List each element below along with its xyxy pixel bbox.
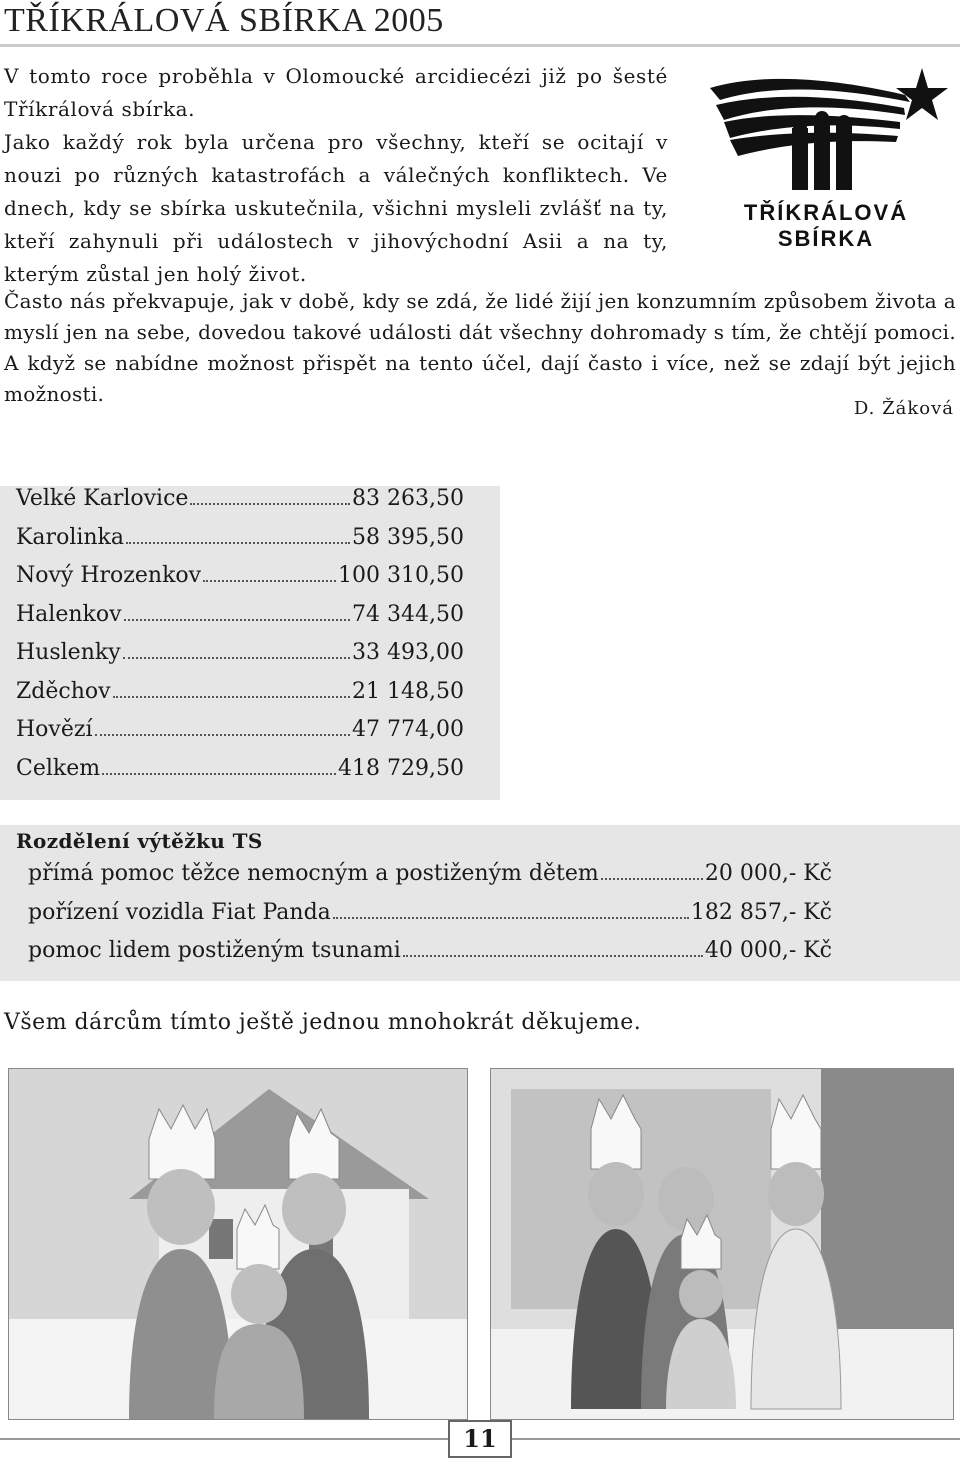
- amount: 47 774,00: [352, 717, 464, 742]
- results-row: [0, 679, 500, 718]
- results-row: [0, 563, 500, 602]
- page-title: TŘÍKRÁLOVÁ SBÍRKA 2005: [4, 2, 444, 39]
- dot-leader: [601, 878, 703, 880]
- dot-leader: [403, 955, 703, 957]
- location-name: Nový Hrozenkov: [16, 563, 202, 588]
- distribution-item: přímá pomoc těžce nemocným a postiženým dětem: [28, 861, 599, 886]
- distribution-item: pořízení vozidla Fiat Panda: [28, 899, 331, 925]
- total-amount: 418 729,50: [338, 755, 464, 781]
- thanks-text: Všem dárcům tímto ještě jednou mnohokrát děkujeme.: [4, 1010, 642, 1035]
- dot-leader: [124, 619, 351, 621]
- results-table: [0, 486, 500, 800]
- distribution-row: [0, 900, 960, 939]
- dot-leader: [333, 917, 689, 919]
- distribution-amount: 40 000,- Kč: [704, 938, 832, 963]
- distribution-item: pomoc lidem postiženým tsunami: [28, 938, 401, 963]
- title-rule: [0, 44, 960, 47]
- amount: 58 395,50: [352, 524, 464, 550]
- amount: 74 344,50: [352, 601, 464, 627]
- distribution-row: [0, 861, 960, 900]
- intro-paragraph-2: Jako každý rok byla určena pro všechny, kteří se ocitají v nouzi po různých katastrofách a válečných konfliktech. Ve dnech, kdy se sbírka uskutečnila, všichni mysleli zvlášť na ty, kteří zahynuli při událostech v jihovýchodní Asii a na ty, kterým zůstal jen holý život.: [4, 130, 668, 286]
- collection-logo: [700, 60, 952, 260]
- location-name: Karolinka: [16, 524, 125, 550]
- results-row: [0, 640, 500, 679]
- results-row: [0, 717, 500, 756]
- location-name: Huslenky: [16, 640, 121, 665]
- comet-star-three-kings-icon: [710, 68, 948, 190]
- author: D. Žáková: [853, 398, 954, 419]
- intro-paragraph-1: V tomto roce proběhla v Olomoucké arcidiecézi již po šesté Tříkrálová sbírka.: [4, 64, 668, 121]
- results-row: [0, 486, 500, 525]
- results-row: [0, 525, 500, 564]
- carolers-photo-right: [490, 1068, 954, 1420]
- location-name: Velké Karlovice: [16, 486, 189, 511]
- dot-leader: [126, 542, 350, 544]
- page-number: 11: [448, 1420, 512, 1458]
- distribution-heading: Rozdělení výtěžku TS: [16, 829, 263, 853]
- location-name: Zděchov: [16, 678, 111, 704]
- amount: 21 148,50: [352, 678, 464, 704]
- location-name: Hovězí: [16, 717, 93, 742]
- dot-leader: [113, 696, 350, 698]
- location-name: Halenkov: [16, 601, 122, 627]
- dot-leader: [123, 657, 350, 659]
- amount: 100 310,50: [338, 563, 464, 588]
- logo-line-1: TŘÍKRÁLOVÁ: [743, 200, 909, 225]
- dot-leader: [203, 580, 336, 582]
- dot-leader: [95, 734, 351, 736]
- results-row: [0, 602, 500, 641]
- dot-leader: [190, 503, 350, 505]
- results-total-row: [0, 756, 500, 795]
- amount: 83 263,50: [352, 486, 464, 511]
- distribution-box: [0, 825, 960, 981]
- distribution-amount: 182 857,- Kč: [690, 899, 832, 925]
- total-label: Celkem: [16, 755, 101, 781]
- distribution-amount: 20 000,- Kč: [704, 861, 832, 886]
- amount: 33 493,00: [352, 640, 464, 665]
- body-paragraph: Často nás překvapuje, jak v době, kdy se zdá, že lidé žijí jen konzumním způsobem života a myslí jen na sebe, dovedou takové události dát všechny dohromady s tím, že chtějí pomoci. A když se nabídne možnost přispět na tento účel, dají často i více, než se zdají být jejich možnosti.: [4, 289, 956, 406]
- intro-text: [4, 60, 668, 291]
- distribution-row: [0, 938, 960, 977]
- logo-line-2: SBÍRKA: [777, 226, 875, 251]
- dot-leader: [102, 773, 336, 775]
- carolers-photo-left: [8, 1068, 468, 1420]
